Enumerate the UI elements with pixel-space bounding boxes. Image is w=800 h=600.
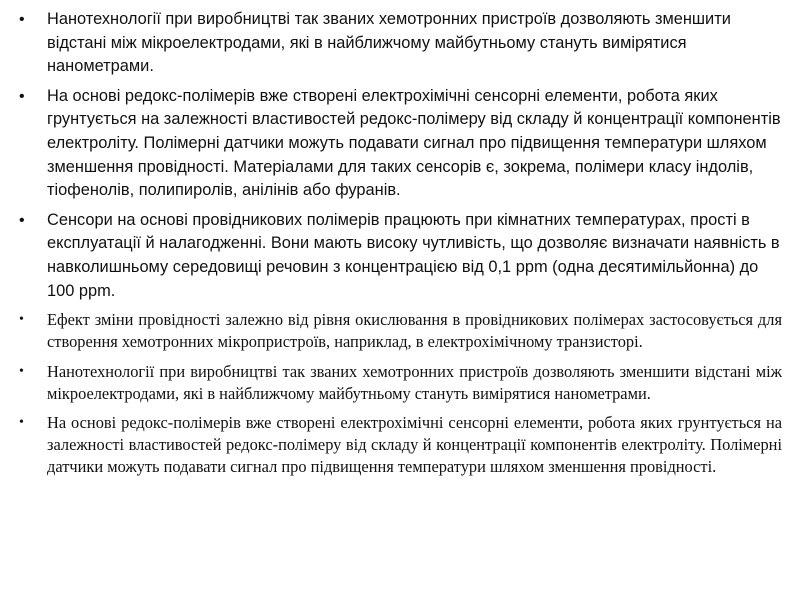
bullet-icon: • xyxy=(19,211,25,229)
list-item xyxy=(14,309,786,353)
list-item xyxy=(14,8,786,79)
paragraph-text: Ефект зміни провідності залежно від рівня окислювання в провідникових полімерах застосовується для створення хемотронних мікропристроїв, наприклад, в електрохімічному транзисторі. xyxy=(47,310,782,351)
paragraph-text: Нанотехнології при виробництві так званих хемотронних пристроїв дозволяють зменшити відстані між мікроелектродами, які в найближчому майбутньому стануть вимірятися нанометрами. xyxy=(47,361,782,403)
paragraph-text: Нанотехнології при виробництві так званих хемотронних пристроїв дозволяють зменшити відстані між мікроелектродами, які в найближчому майбутньому стануть вимірятися нанометрами. xyxy=(47,10,731,76)
bullet-icon: • xyxy=(19,11,25,28)
paragraph-text: На основі редокс-полімерів вже створені електрохімічні сенсорні елементи, робота яких грунтується на залежності властивостей редокс-полімеру від складу й концентрації компонентів електроліту. Полімерні датчики можуть подавати сигнал про підвищення температури шляхом зменшення провідності. Матеріалами для таких сенсорів є, зокрема, полімери класу індолів, тіофенолів, полипиролів, анілінів або фуранів. xyxy=(47,86,781,200)
paragraph-text: Сенсори на основі провідникових полімерів працюють при кімнатних температурах, прості в експлуатації й налагодженні. Вони мають високу чутливість, що дозволяє визначати наявність в навколишньому середовищі речовин з концентрацією від 0,1 ppm (одна десятимільйонна) до 100 ppm. xyxy=(47,210,780,300)
bullet-icon: • xyxy=(19,87,25,105)
list-item xyxy=(14,209,786,303)
bullet-icon: • xyxy=(19,312,24,328)
list-item xyxy=(14,412,786,477)
bullet-list xyxy=(14,8,786,478)
bullet-icon: • xyxy=(19,363,24,379)
list-item xyxy=(14,85,786,203)
bullet-icon: • xyxy=(19,415,24,431)
paragraph-text: На основі редокс-полімерів вже створені електрохімічні сенсорні елементи, робота яких грунтується на залежності властивостей редокс-полімеру від складу й концентрації компонентів електроліту. Полімерні датчики можуть подавати сигнал про підвищення температури шляхом зменшення провідності. xyxy=(47,413,782,476)
list-item xyxy=(14,361,786,405)
